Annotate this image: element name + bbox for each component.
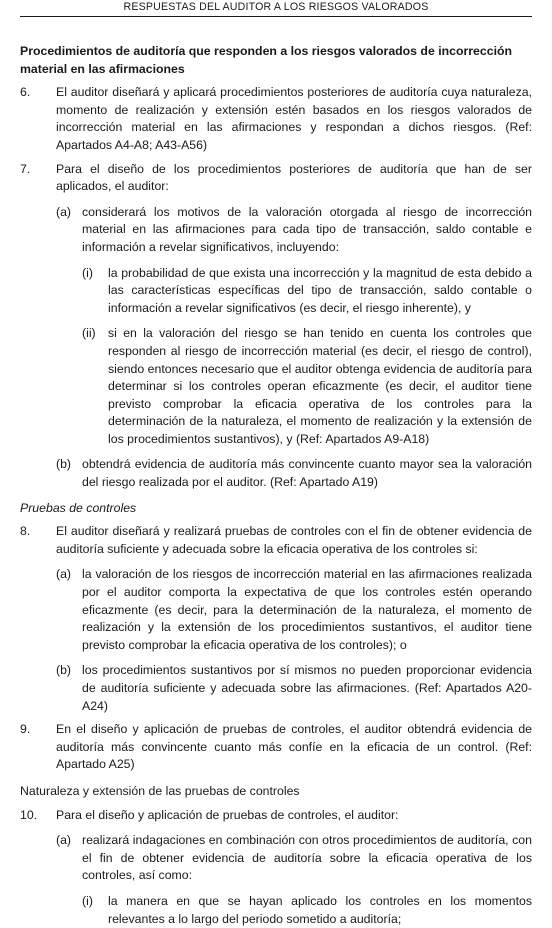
- paragraph-6: [20, 84, 532, 154]
- item-text: los procedimientos sustantivos por sí mismos no pueden proporcionar evidencia de auditoría suficiente y adecuada sobre las afirmaciones. (Ref: Apartados A20-A24): [82, 663, 532, 713]
- paragraph-text: Para el diseño y aplicación de pruebas de controles, el auditor:: [56, 807, 399, 822]
- paragraph-text: Para el diseño de los procedimientos posteriores de auditoría que han de ser aplicados, el auditor:: [56, 161, 532, 194]
- paragraph-number: 7.: [20, 161, 31, 176]
- item-label: (a): [56, 833, 72, 848]
- paragraph-text: El auditor diseñará y aplicará procedimientos posteriores de auditoría cuya naturaleza, momento de realización y extensión estén basados en los riesgos valorados de incorrección material en las afirmaciones y respondan a dichos riesgos. (Ref: Apartados A4-A8; A43-A56): [56, 85, 532, 152]
- item-label: (b): [56, 663, 72, 678]
- paragraph-text: En el diseño y aplicación de pruebas de controles, el auditor obtendrá evidencia de auditoría más convincente cuanto más confíe en la eficacia de un control. (Ref: Apartado A25): [56, 722, 532, 772]
- section-title: Procedimientos de auditoría que responden a los riesgos valorados de incorrección material en las afirmaciones: [20, 44, 513, 76]
- item-7b: [56, 456, 532, 491]
- item-label: (b): [56, 457, 72, 472]
- subitem-label: (i): [82, 893, 93, 908]
- paragraph-7: [20, 161, 532, 196]
- header-rule: [20, 16, 532, 17]
- item-text: obtendrá evidencia de auditoría más convincente cuanto mayor sea la valoración del riesgo realizada por el auditor. (Ref: Apartado A19): [82, 457, 532, 490]
- paragraph-8: [20, 523, 532, 558]
- item-7a-i: [82, 265, 532, 318]
- item-text: la valoración de los riesgos de incorrección material en las afirmaciones realizada por el auditor comporta la expectativa de que los controles estén operando eficazmente (es decir, para la determinación de la naturaleza, el momento de realización y la extensión de los procedimientos sustantivos, el auditor tiene previsto comprobar la eficacia operativa de los controles); o: [82, 567, 532, 652]
- paragraph-9: [20, 721, 532, 774]
- item-label: (a): [56, 567, 72, 582]
- item-label: (a): [56, 204, 72, 219]
- item-7a: [56, 204, 532, 257]
- item-10a: [56, 832, 532, 885]
- item-8a: [56, 566, 532, 654]
- subsection-heading-pruebas: Pruebas de controles: [20, 500, 137, 515]
- subitem-label: (ii): [82, 326, 96, 341]
- item-text: realizará indagaciones en combinación con otros procedimientos de auditoría, con el fin de obtener evidencia de auditoría sobre la eficacia operativa de los controles, así como:: [82, 833, 532, 883]
- subitem-label: (i): [82, 265, 93, 280]
- item-8b: [56, 662, 532, 715]
- running-header: RESPUESTAS DEL AUDITOR A LOS RIESGOS VALORADOS: [123, 1, 429, 13]
- paragraph-number: 8.: [20, 524, 31, 539]
- subitem-text: si en la valoración del riesgo se han tenido en cuenta los controles que responden al riesgo de incorrección material (es decir, el riesgo de control), siendo entonces necesario que el auditor obtenga evidencia de auditoría para determinar si los controles operan eficazmente (es decir, el auditor tiene previsto comprobar la eficacia operativa de los controles para la determinación de la naturaleza, el momento de realización y la extensión de los procedimientos sustantivos), y (Ref: Apartados A9-A18): [108, 326, 532, 446]
- subsection-heading-naturaleza: Naturaleza y extensión de las pruebas de controles: [20, 783, 300, 798]
- paragraph-text: El auditor diseñará y realizará pruebas de controles con el fin de obtener evidencia de auditoría suficiente y adecuada sobre la eficacia operativa de los controles si:: [56, 524, 532, 556]
- paragraph-number: 10.: [20, 807, 38, 822]
- item-text: considerará los motivos de la valoración otorgada al riesgo de incorrección material en las afirmaciones para cada tipo de transacción, saldo contable e información a revelar significativos, incluyendo:: [82, 204, 532, 254]
- paragraph-10: [20, 807, 532, 825]
- subitem-text: la probabilidad de que exista una incorrección y la magnitud de esta debido a las características específicas del tipo de transacción, saldo contable o información a revelar significativos (es decir, el riesgo inherente), y: [108, 265, 532, 315]
- subitem-text: la manera en que se hayan aplicado los controles en los momentos relevantes a lo largo del periodo sometido a auditoría;: [108, 893, 532, 926]
- item-7a-ii: [82, 325, 532, 448]
- item-10a-i: [82, 893, 532, 928]
- paragraph-number: 6.: [20, 85, 31, 100]
- paragraph-number: 9.: [20, 722, 31, 737]
